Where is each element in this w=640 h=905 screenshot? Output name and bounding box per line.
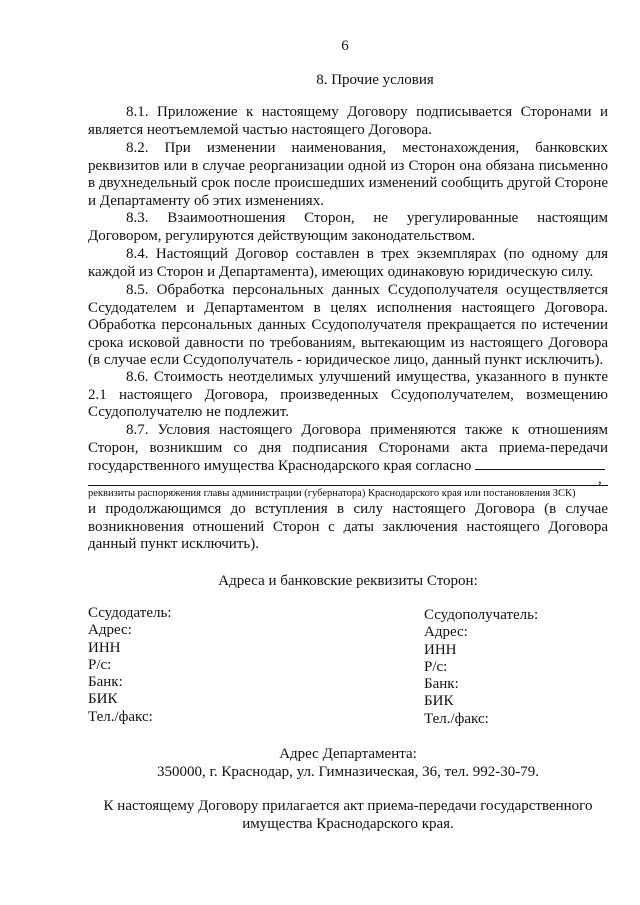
- paragraph-8-1: 8.1. Приложение к настоящему Договору подписывается Сторонами и является неотъемлемой частью настоящего Договора.: [88, 104, 608, 138]
- lender-phone: Тел./факс:: [88, 708, 153, 725]
- borrower-bank: Банк:: [424, 676, 459, 693]
- borrower-phone: Тел./факс:: [424, 710, 489, 727]
- lender-address: Адрес:: [88, 622, 132, 639]
- addresses-title: Адреса и банковские реквизиты Сторон:: [218, 573, 478, 589]
- fill-in-line: [88, 485, 608, 486]
- page-number: 6: [341, 38, 349, 54]
- lender-inn: ИНН: [88, 639, 121, 656]
- borrower-address: Адрес:: [424, 624, 468, 641]
- lender-bik: БИК: [88, 691, 118, 708]
- borrower-account: Р/с:: [424, 658, 448, 675]
- lender-bank: Банк:: [88, 674, 123, 691]
- paragraph-8-7: [88, 422, 608, 476]
- borrower-label: Ссудополучатель:: [424, 607, 539, 623]
- department-address: 350000, г. Краснодар, ул. Гимназическая, 36, тел. 992-30-79.: [156, 764, 540, 780]
- blank-line: [475, 457, 605, 470]
- footnote-text: реквизиты распоряжения главы администрации (губернатора) Краснодарского края или постановления ЗСК): [88, 488, 576, 499]
- section-title: 8. Прочие условия: [316, 72, 434, 88]
- paragraph-8-6: 8.6. Стоимость неотделимых улучшений имущества, указанного в пункте 2.1 настоящего Договора, произведенных Ссудополучателем, возмещению Ссудополучателю не подлежит.: [88, 369, 608, 420]
- paragraph-8-4: 8.4. Настоящий Договор составлен в трех экземплярах (по одному для каждой из Сторон и Департамента), имеющих одинаковую юридическую силу.: [88, 246, 608, 280]
- paragraph-8-3: 8.3. Взаимоотношения Сторон, не урегулированные настоящим Договором, регулируются действующим законодательством.: [88, 210, 608, 244]
- paragraph-8-5: 8.5. Обработка персональных данных Ссудополучателя осуществляется Ссудодателем и Департаментом в целях исполнения настоящего Договора. Обработка персональных данных Ссудополучателя прекращается по истечении срока исковой давности по требованиям, вытекающим из настоящего Договора (в случае если Ссудополучатель - юридическое лицо, данный пункт исключить).: [88, 282, 608, 368]
- lender-details: [88, 605, 172, 726]
- department-label: Адрес Департамента:: [279, 746, 417, 762]
- borrower-bik: БИК: [424, 693, 454, 710]
- closing-note: К настоящему Договору прилагается акт приема-передачи государственного имущества Краснодарского края.: [103, 798, 593, 832]
- fill-in-comma: ,: [598, 471, 602, 487]
- paragraph-8-7-continuation: и продолжающимся до вступления в силу настоящего Договора (в случае возникновения отношений Сторон с даты заключения настоящего Договора данный пункт исключить).: [88, 501, 608, 552]
- paragraph-8-2: 8.2. При изменении наименования, местонахождения, банковских реквизитов или в случае реорганизации одной из Сторон она обязана письменно в двухнедельный срок после происшедших изменений сообщить другой Стороне и Департаменту об этих изменениях.: [88, 140, 608, 209]
- paragraph-8-7-text: 8.7. Условия настоящего Договора применяются также к отношениям Сторон, возникшим со дня подписания Сторонами акта приема-передачи государственного имущества Краснодарского края согласно: [88, 422, 608, 474]
- borrower-details: [424, 607, 538, 728]
- lender-account: Р/с:: [88, 656, 112, 673]
- borrower-inn: ИНН: [424, 641, 457, 658]
- lender-label: Ссудодатель:: [88, 605, 172, 621]
